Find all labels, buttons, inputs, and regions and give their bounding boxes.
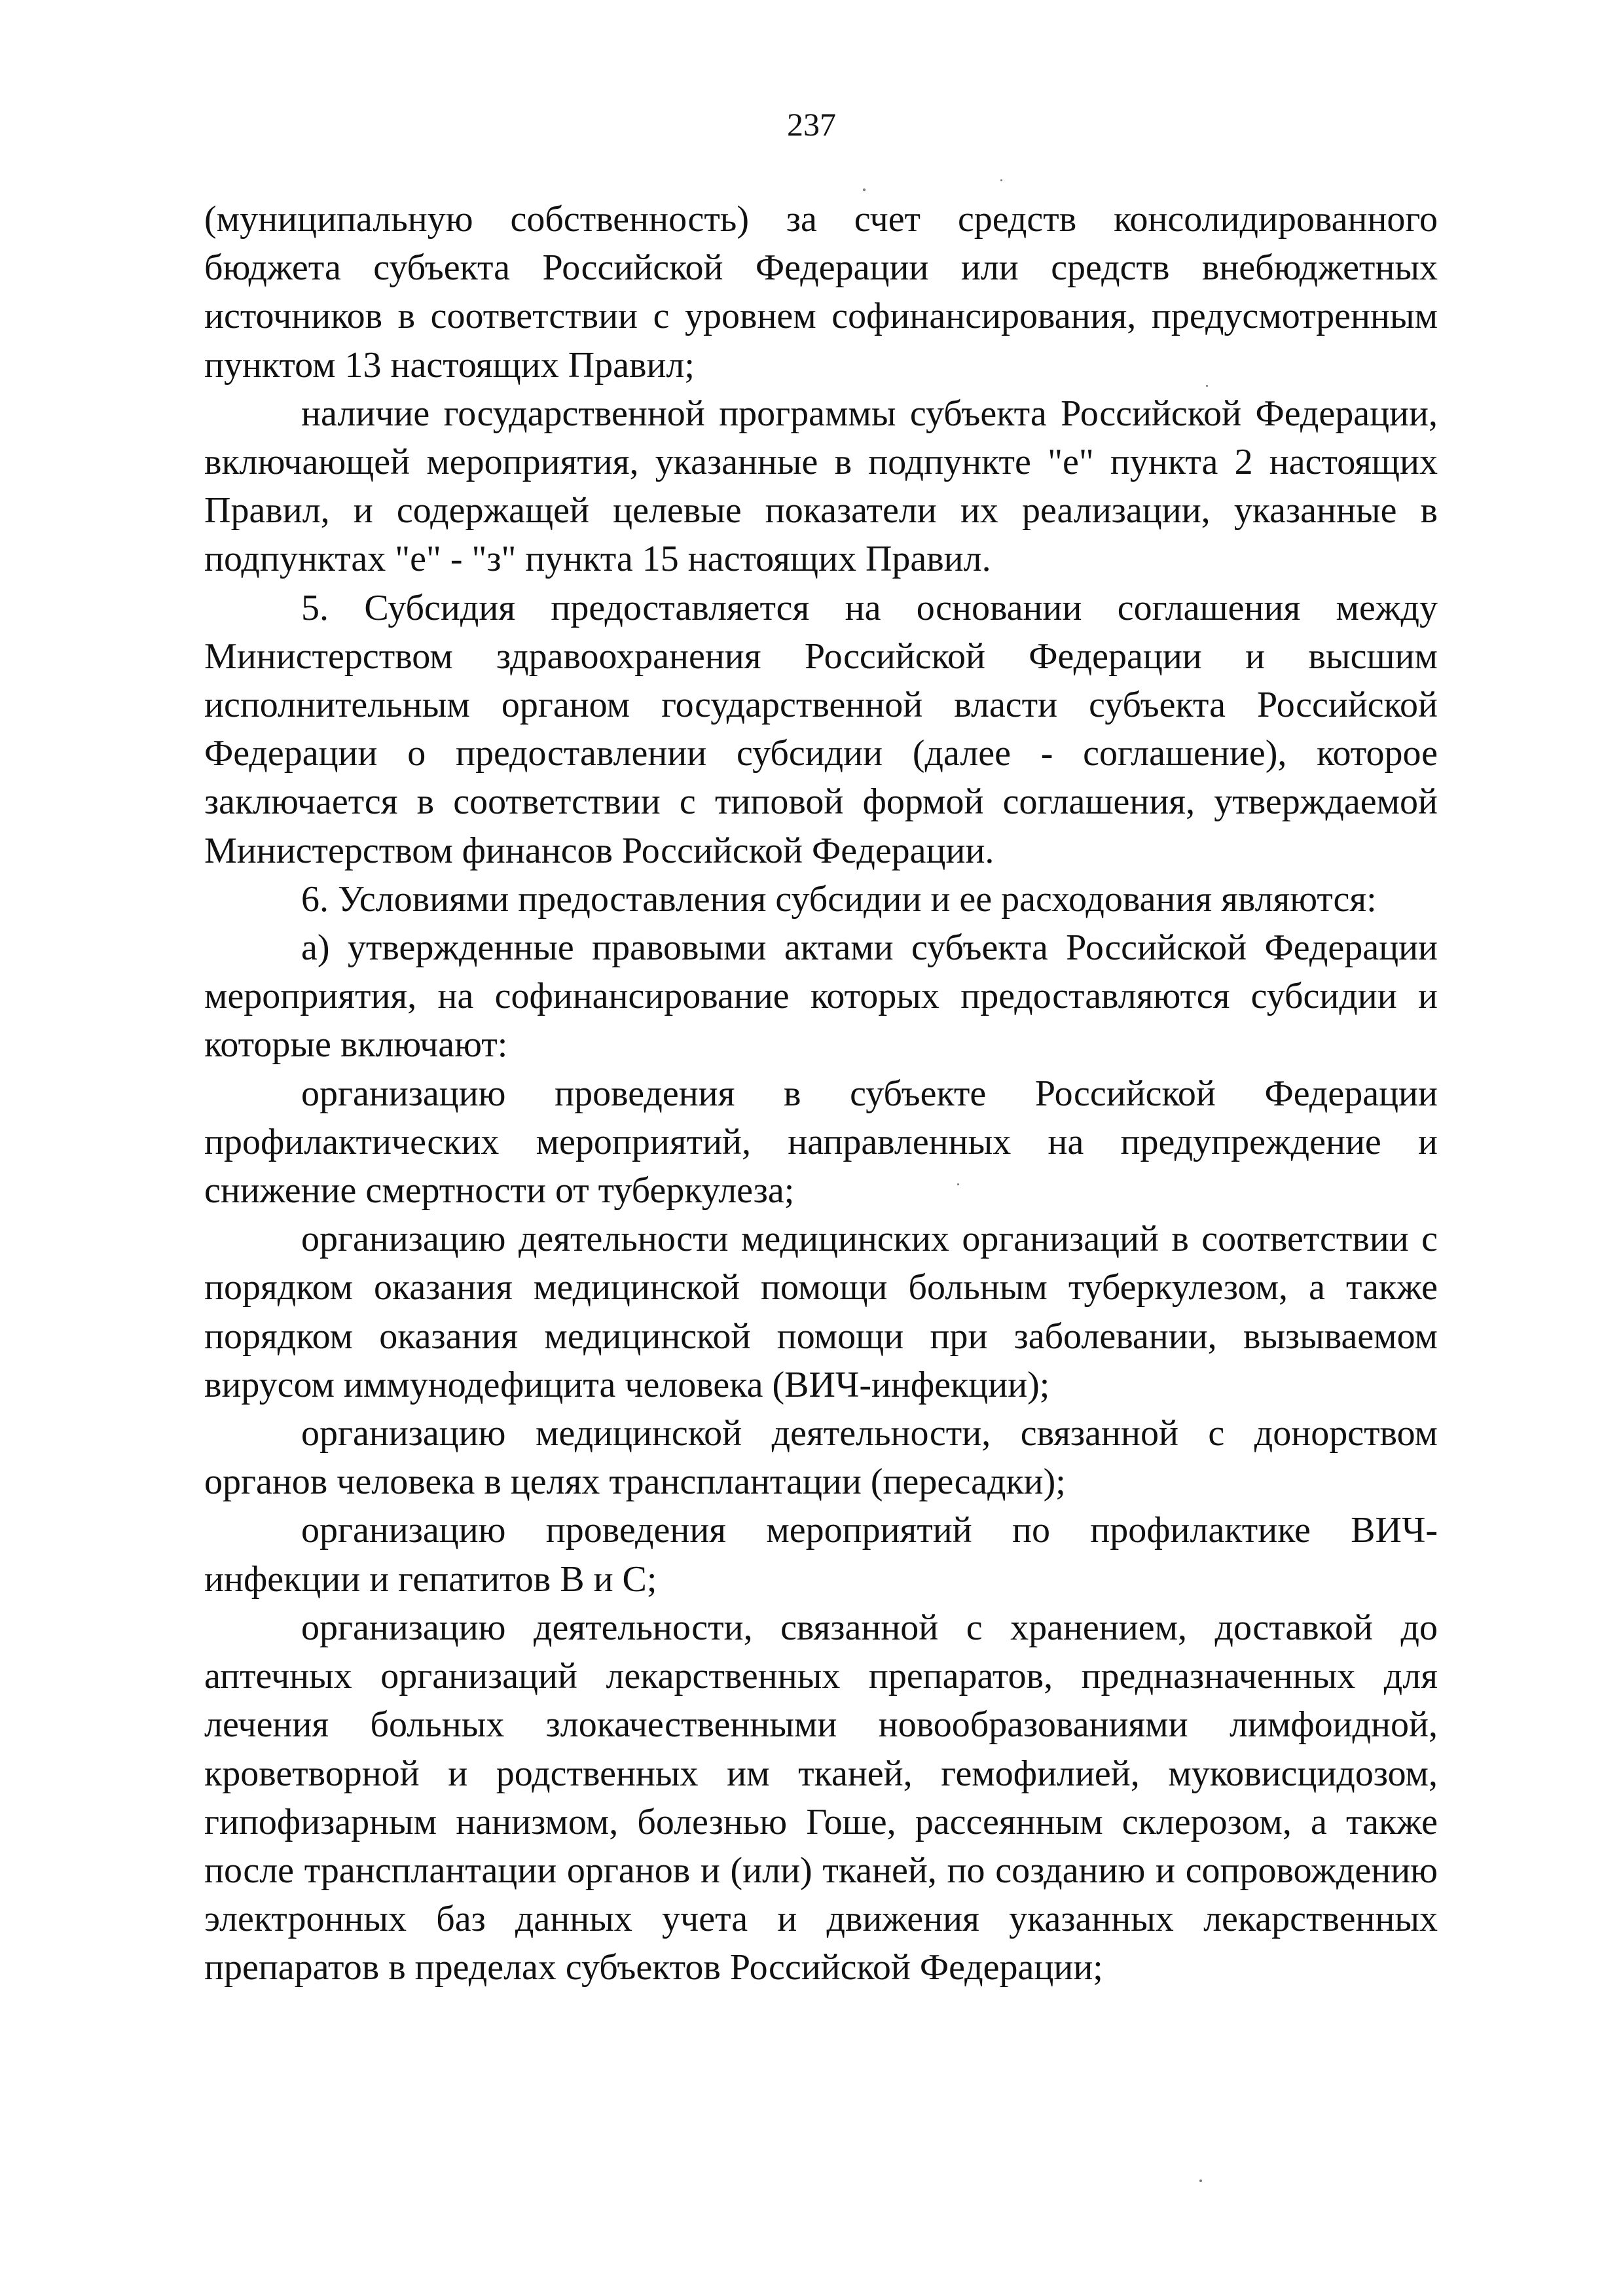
paragraph: организацию проведения мероприятий по профилактике ВИЧ-инфекции и гепатитов В и С; bbox=[204, 1510, 1438, 1600]
scan-speck bbox=[1199, 2179, 1202, 2182]
paragraph: организацию проведения в субъекте Российской Федерации профилактических мероприятий, направленных на предупреждение и снижение смертности от туберкулеза; bbox=[204, 1073, 1438, 1211]
scan-speck bbox=[863, 188, 866, 191]
page-number: 237 bbox=[787, 106, 836, 143]
paragraph: наличие государственной программы субъекта Российской Федерации, включающей мероприятия, указанные в подпункте "е" пункта 2 настоящих Правил, и содержащей целевые показатели их реализации, указанные в подпунктах "е" - "з" пункта 15 настоящих Правил. bbox=[204, 393, 1438, 580]
paragraph: 6. Условиями предоставления субсидии и ее расходования являются: bbox=[301, 878, 1377, 920]
scan-speck bbox=[1000, 179, 1002, 181]
scan-speck bbox=[957, 1183, 959, 1185]
scan-speck bbox=[1206, 385, 1208, 387]
paragraph: организацию деятельности медицинских организаций в соответствии с порядком оказания медицинской помощи больным туберкулезом, а также порядком оказания медицинской помощи при заболевании, вызываемом вирусом иммунодефицита человека (ВИЧ-инфекции); bbox=[204, 1219, 1438, 1405]
paragraph: 5. Субсидия предоставляется на основании соглашения между Министерством здравоохранения Российской Федерации и высшим исполнительным органом государственной власти субъекта Российской Федерации о предоставлении субсидии (далее - соглашение), которое заключается в соответствии с типовой формой соглашения, утверждаемой Министерством финансов Российской Федерации. bbox=[204, 587, 1438, 871]
paragraph: а) утвержденные правовыми актами субъекта Российской Федерации мероприятия, на софинансирование которых предоставляются субсидии и которые включают: bbox=[204, 927, 1438, 1066]
paragraph: организацию медицинской деятельности, связанной с донорством органов человека в целях трансплантации (пересадки); bbox=[204, 1413, 1438, 1503]
document-body bbox=[204, 195, 1438, 1992]
paragraph: (муниципальную собственность) за счет средств консолидированного бюджета субъекта Российской Федерации или средств внебюджетных источников в соответствии с уровнем софинансирования, предусмотренным пунктом 13 настоящих Правил; bbox=[204, 199, 1438, 386]
paragraph: организацию деятельности, связанной с хранением, доставкой до аптечных организаций лекарственных препаратов, предназначенных для лечения больных злокачественными новообразованиями лимфоидной, кроветворной и родственных им тканей, гемофилией, муковисцидозом, гипофизарным нанизмом, болезнью Гоше, рассеянным склерозом, а также после трансплантации органов и (или) тканей, по созданию и сопровождению электронных баз данных учета и движения указанных лекарственных препаратов в пределах субъектов Российской Федерации; bbox=[204, 1607, 1438, 1988]
